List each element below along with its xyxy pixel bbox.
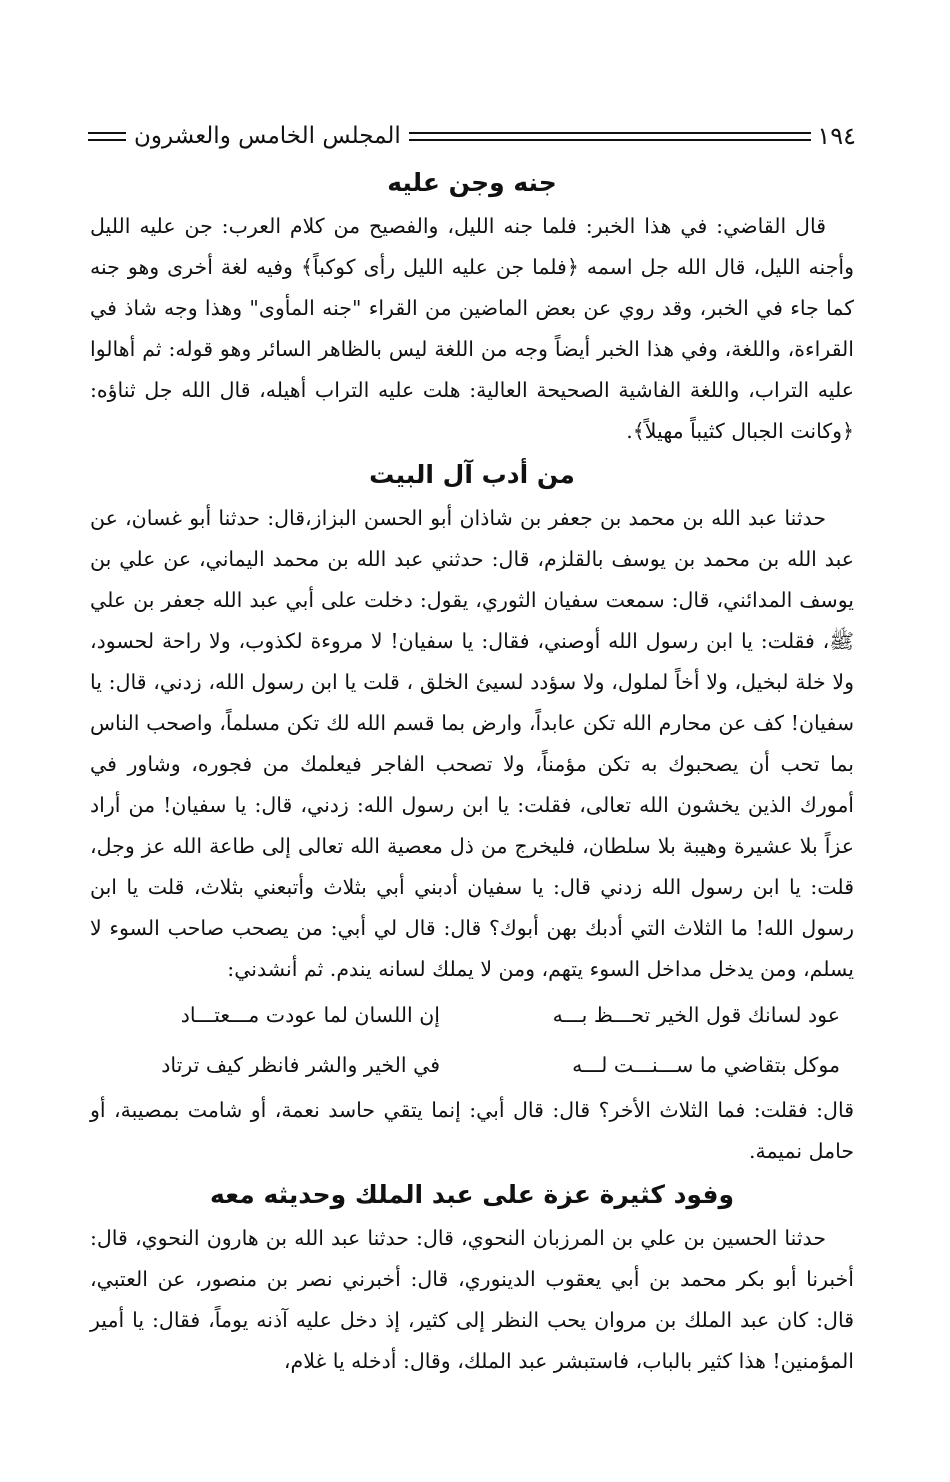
section-heading: من أدب آل البيت <box>369 460 575 489</box>
header-rule <box>409 132 774 141</box>
paragraph: قال القاضي: في هذا الخبر: فلما جنه الليل، والفصيح من كلام العرب: جن عليه الليل وأجنه الليل، قال الله جل اسمه ﴿فلما جن عليه الليل رأى كوكباً﴾ وفيه لغة أخرى وهو جنه كما جاء في الخبر، وقد روي عن بعض الماضين من القراء "جنه المأوى" وهذا وجه شاذ في القراءة، واللغة، وفي هذا الخبر أيضاً وجه من اللغة ليس بالظاهر السائر وهو قوله: ثم أهالوا عليه التراب، واللغة الفاشية الصحيحة العالية: هلت عليه التراب أهيله، قال الله جل ثناؤه: ﴿وكانت الجبال كثيباً مهيلاً﴾. <box>90 214 854 443</box>
poem <box>90 990 854 1090</box>
header-rule <box>88 132 126 141</box>
verse-second-hemistich: إن اللسان لما عودت مـــعتـــاد <box>180 1003 440 1027</box>
header-rule <box>773 132 811 141</box>
section-heading: جنه وجن عليه <box>387 168 557 197</box>
poem-verse <box>90 1040 854 1090</box>
running-header <box>88 118 856 154</box>
paragraph: حدثنا الحسين بن علي بن المرزبان النحوي، قال: حدثنا عبد الله بن هارون النحوي، قال: أخبرنا أبو بكر محمد بن أبي يعقوب الدينوري، قال: أخبرني نصر بن منصور، عن العتبي، قال: كان عبد الملك بن مروان يحب النظر إلى كثير، إذ دخل عليه آذنه يوماً، فقال: يا أمير المؤمنين! هذا كثير بالباب، فاستبشر عبد الملك، وقال: أدخله يا غلام، <box>90 1226 854 1373</box>
verse-second-hemistich: في الخير والشر فانظر كيف ترتاد <box>161 1053 440 1077</box>
verse-first-hemistich: موكل بتقاضي ما ســـنـــت لـــه <box>572 1053 840 1077</box>
poem-verse <box>90 990 854 1040</box>
page-number: ١٩٤ <box>817 122 856 150</box>
verse-first-hemistich: عود لسانك قول الخير تحـــظ بـــه <box>552 1003 840 1027</box>
section-heading: وفود كثيرة عزة على عبد الملك وحديثه معه <box>210 1180 734 1209</box>
paragraph: قال: فقلت: فما الثلاث الأخر؟ قال: قال أبي: إنما يتقي حاسد نعمة، أو شامت بمصيبة، أو حامل نميمة. <box>90 1098 854 1163</box>
page-body <box>90 160 854 1382</box>
paragraph: حدثنا عبد الله بن محمد بن جعفر بن شاذان أبو الحسن البزاز،قال: حدثنا أبو غسان، عن عبد الله بن محمد بن يوسف بالقلزم، قال: حدثني عبد الله بن محمد اليماني، عن علي بن يوسف المدائني، قال: سمعت سفيان الثوري، يقول: دخلت على أبي عبد الله جعفر بن علي ﷺ، فقلت: يا ابن رسول الله أوصني، فقال: يا سفيان! لا مروءة لكذوب، ولا راحة لحسود، ولا خلة لبخيل، ولا أخاً لملول، ولا سؤدد لسيئ الخلق ، قلت يا ابن رسول الله، زدني، قال: يا سفيان! كف عن محارم الله تكن عابداً، وارض بما قسم الله لك تكن مسلماً، واصحب الناس بما تحب أن يصحبوك به تكن مؤمناً، ولا تصحب الفاجر فيعلمك من فجوره، وشاور في أمورك الذين يخشون الله تعالى، فقلت: يا ابن رسول الله: زدني، قال: يا سفيان! من أراد عزاً بلا عشيرة وهيبة بلا سلطان، فليخرج من ذل معصية الله تعالى إلى طاعة الله عز وجل، قلت: يا ابن رسول الله زدني قال: يا سفيان أدبني أبي بثلاث وأتبعني بثلاث، قلت يا ابن رسول الله! ما الثلاث التي أدبك بهن أبوك؟ قال: قال لي أبي: من يصحب صاحب السوء لا يسلم، ومن يدخل مداخل السوء يتهم، ومن لا يملك لسانه يندم. ثم أنشدني: <box>90 506 855 981</box>
running-title: المجلس الخامس والعشرون <box>134 123 401 149</box>
